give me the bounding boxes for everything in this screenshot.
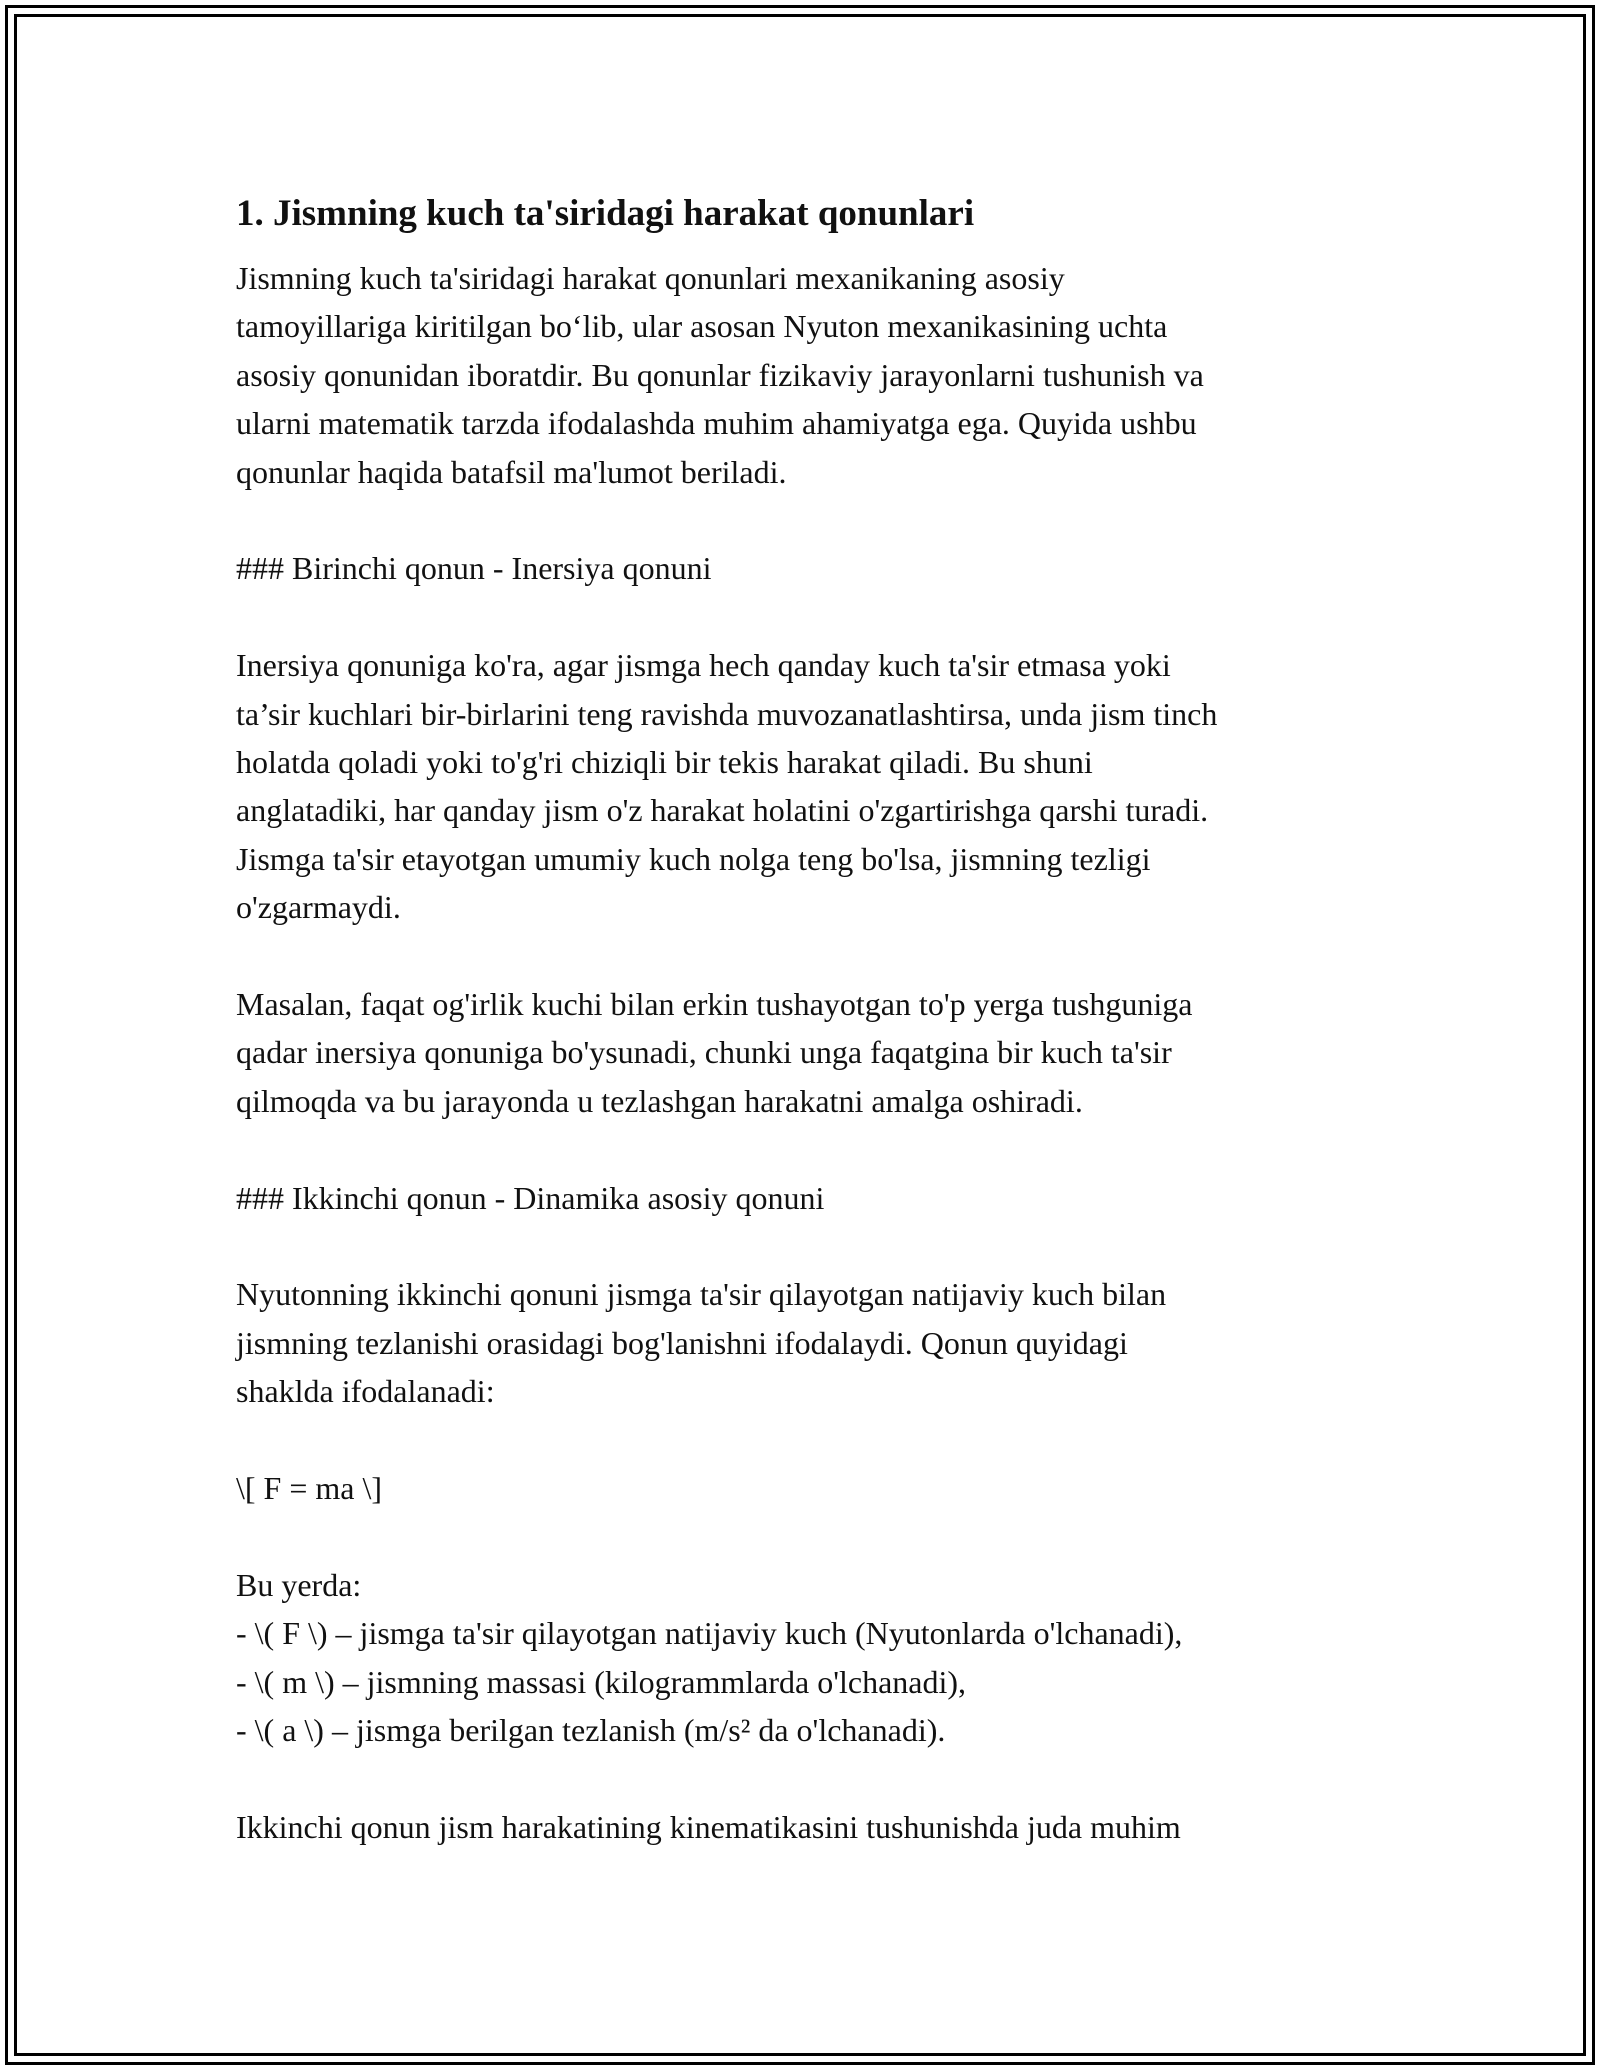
where-label: Bu yerda: bbox=[236, 1566, 362, 1603]
spacer bbox=[236, 1754, 1366, 1802]
spacer bbox=[236, 1416, 1366, 1464]
section2-heading: ### Ikkinchi qonun - Dinamika asosiy qonuni bbox=[236, 1179, 825, 1216]
intro-paragraph: Jismning kuch ta'siridagi harakat qonunlari mexanikaning asosiy tamoyillariga kiritilgan bo‘lib, ular asosan Nyuton mexanikasining uchta asosiy qonunidan iboratdir. Bu qonunlar fizikaviy jarayonlarni tushunish va ularni matematik tarzda ifodalashda muhim ahamiyatga ega. Quyida ushbu qonunlar haqida batafsil ma'lumot beriladi. bbox=[236, 260, 1204, 490]
document-title: 1. Jismning kuch ta'siridagi harakat qonunlari bbox=[236, 193, 975, 234]
spacer bbox=[236, 1512, 1366, 1560]
document-body bbox=[236, 186, 1366, 1851]
closing-line: Ikkinchi qonun jism harakatining kinematikasini tushunishda juda muhim bbox=[236, 1808, 1181, 1845]
formula: \[ F = ma \] bbox=[236, 1470, 383, 1507]
section1-paragraph-2: Masalan, faqat og'irlik kuchi bilan erkin tushayotgan to'p yerga tushguniga qadar inersiya qonuniga bo'ysunadi, chunki unga faqatgina bir kuch ta'sir qilmoqda va bu jarayonda u tezlashgan harakatni amalga oshiradi. bbox=[236, 986, 1193, 1119]
section1-heading: ### Birinchi qonun - Inersiya qonuni bbox=[236, 550, 712, 587]
definition-item: - \( m \) – jismning massasi (kilogrammlarda o'lchanadi), bbox=[236, 1663, 967, 1700]
spacer bbox=[236, 1125, 1366, 1173]
spacer bbox=[236, 496, 1366, 544]
spacer bbox=[236, 932, 1366, 980]
spacer bbox=[236, 1222, 1366, 1270]
definition-item: - \( a \) – jismga berilgan tezlanish (m/s² da o'lchanadi). bbox=[236, 1712, 946, 1749]
section1-paragraph-1: Inersiya qonuniga ko'ra, agar jismga hech qanday kuch ta'sir etmasa yoki ta’sir kuchlari bir-birlarini teng ravishda muvozanatlashtirsa, unda jism tinch holatda qoladi yoki to'g'ri chiziqli bir tekis harakat qiladi. Bu shuni anglatadiki, har qanday jism o'z harakat holatini o'zgartirishga qarshi turadi. Jismga ta'sir etayotgan umumiy kuch nolga teng bo'lsa, jismning tezligi o'zgarmaydi. bbox=[236, 647, 1218, 926]
spacer bbox=[236, 593, 1366, 641]
definition-item: - \( F \) – jismga ta'sir qilayotgan natijaviy kuch (Nyutonlarda o'lchanadi), bbox=[236, 1615, 1183, 1652]
definitions-block bbox=[236, 1561, 1366, 1755]
section2-paragraph-1: Nyutonning ikkinchi qonuni jismga ta'sir qilayotgan natijaviy kuch bilan jismning tezlanishi orasidagi bog'lanishni ifodalaydi. Qonun quyidagi shaklda ifodalanadi: bbox=[236, 1276, 1167, 1410]
